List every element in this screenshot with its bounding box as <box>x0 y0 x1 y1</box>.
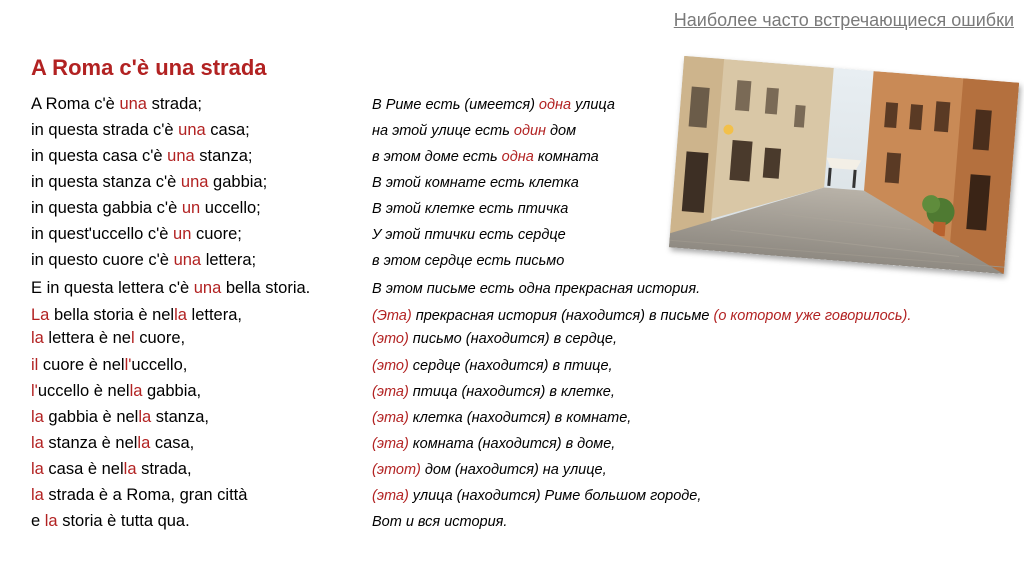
text-segment: gabbia è nel <box>43 408 139 426</box>
text-segment: strada è a Roma, gran città <box>43 486 248 504</box>
line-row <box>0 279 1024 303</box>
text-segment: in questa gabbia c'è <box>31 199 182 217</box>
article-highlight: la <box>137 434 151 452</box>
article-highlight: una <box>193 279 222 297</box>
italian-line <box>31 356 187 375</box>
text-segment: дом <box>546 123 577 139</box>
russian-line <box>372 488 701 504</box>
translation-highlight: одна <box>501 149 534 165</box>
text-segment: lettera, <box>186 306 242 324</box>
italian-line <box>31 434 194 453</box>
article-highlight: la <box>31 460 44 478</box>
russian-line <box>372 227 566 243</box>
line-row <box>0 408 1024 432</box>
article-highlight: la <box>138 408 152 426</box>
text-segment: in questa casa c'è <box>31 147 168 165</box>
street-photo <box>669 56 1019 274</box>
russian-line <box>372 97 615 113</box>
line-row <box>0 382 1024 406</box>
text-segment: В этом письме есть одна прекрасная история. <box>372 281 701 297</box>
text-segment: клетка (находится) в комнате, <box>408 410 632 426</box>
italian-line <box>31 279 310 298</box>
text-segment: casa, <box>150 434 195 452</box>
article-highlight: la <box>129 382 143 400</box>
italian-line <box>31 512 190 531</box>
text-segment: uccello, <box>131 356 188 374</box>
russian-line <box>372 384 615 400</box>
italian-line <box>31 147 252 166</box>
text-segment: bella storia. <box>221 279 311 297</box>
text-segment: Вот и вся история. <box>372 514 508 530</box>
article-highlight: il <box>31 356 39 374</box>
text-segment: lettera è ne <box>43 329 131 347</box>
italian-line <box>31 306 242 325</box>
russian-line <box>372 462 607 478</box>
line-row <box>0 512 1024 536</box>
russian-line <box>372 281 700 297</box>
italian-line <box>31 199 261 218</box>
line-row <box>0 356 1024 380</box>
article-highlight: la <box>31 486 44 504</box>
article-highlight: la <box>31 408 44 426</box>
translation-highlight: (эта) <box>372 384 409 400</box>
text-segment: В Риме есть (имеется) <box>372 97 539 113</box>
article-highlight: un <box>181 199 201 217</box>
italian-line <box>31 225 242 244</box>
text-segment: stanza, <box>151 408 209 426</box>
translation-highlight: (о котором уже говорилось). <box>713 308 912 324</box>
article-highlight: La <box>31 306 50 324</box>
translation-highlight: одна <box>538 97 572 113</box>
italian-line <box>31 95 202 114</box>
text-segment: в этом сердце есть письмо <box>372 253 565 269</box>
russian-line <box>372 175 579 191</box>
text-segment: E in questa lettera c'è <box>31 279 194 297</box>
text-segment: lettera; <box>201 251 257 269</box>
russian-line <box>372 253 564 269</box>
text-segment: В этой клетке есть птичка <box>372 201 569 217</box>
translation-highlight: (эта) <box>372 410 409 426</box>
text-segment: на этой улице есть <box>372 123 514 139</box>
article-highlight: la <box>123 460 137 478</box>
article-highlight: la <box>31 329 44 347</box>
translation-highlight: (это) <box>372 331 409 347</box>
russian-line <box>372 436 615 452</box>
russian-line <box>372 308 911 324</box>
header-link[interactable]: Наиболее часто встречающиеся ошибки <box>673 10 1014 30</box>
text-segment: uccello; <box>200 199 261 217</box>
article-highlight: l' <box>124 356 132 374</box>
article-highlight: una <box>173 251 202 269</box>
text-segment: stanza; <box>194 147 253 165</box>
russian-line <box>372 514 507 530</box>
translation-highlight: один <box>513 123 546 139</box>
line-row <box>0 306 1024 330</box>
russian-line <box>372 123 576 139</box>
russian-line <box>372 410 631 426</box>
text-segment: птица (находится) в клетке, <box>408 384 615 400</box>
line-row <box>0 329 1024 353</box>
text-segment: письмо (находится) в сердце, <box>408 331 618 347</box>
russian-line <box>372 358 613 374</box>
translation-highlight: (это) <box>372 358 409 374</box>
article-highlight: una <box>119 95 147 113</box>
article-highlight: una <box>180 173 209 191</box>
italian-line <box>31 329 185 348</box>
line-row <box>0 434 1024 458</box>
article-highlight: una <box>178 121 206 139</box>
italian-line <box>31 460 192 479</box>
line-row <box>0 460 1024 484</box>
translation-highlight: (Эта) <box>372 308 412 324</box>
text-segment: комната (находится) в доме, <box>408 436 616 452</box>
text-segment: stanza è nel <box>43 434 138 452</box>
article-highlight: l <box>130 329 135 347</box>
text-segment: сердце (находится) в птице, <box>408 358 613 374</box>
text-segment: strada, <box>136 460 192 478</box>
text-segment: улица (находится) Риме большом городе, <box>408 488 702 504</box>
text-segment: cuore; <box>191 225 242 243</box>
article-highlight: l' <box>31 382 38 400</box>
italian-line <box>31 251 256 270</box>
article-highlight: una <box>167 147 195 165</box>
text-segment: дом (находится) на улице, <box>420 462 607 478</box>
text-segment: in questa strada c'è <box>31 121 179 139</box>
text-segment: casa; <box>205 121 250 139</box>
translation-highlight: (эта) <box>372 436 409 452</box>
text-segment: bella storia è nel <box>49 306 175 324</box>
text-segment: uccello è nel <box>37 382 130 400</box>
russian-line <box>372 149 599 165</box>
text-segment: A Roma c'è <box>31 95 120 113</box>
text-segment: У этой птички есть сердце <box>372 227 566 243</box>
line-row <box>0 486 1024 510</box>
text-segment: in questa stanza c'è <box>31 173 181 191</box>
text-segment: cuore è nel <box>38 356 125 374</box>
translation-highlight: (эта) <box>372 488 409 504</box>
text-segment: в этом доме есть <box>372 149 502 165</box>
russian-line <box>372 201 568 217</box>
text-segment: in quest'uccello c'è <box>31 225 174 243</box>
translation-highlight: (этот) <box>372 462 421 478</box>
article-highlight: la <box>31 434 44 452</box>
text-segment: комната <box>533 149 599 165</box>
text-segment: gabbia; <box>208 173 268 191</box>
text-segment: in questo cuore c'è <box>31 251 174 269</box>
italian-line <box>31 382 201 401</box>
italian-line <box>31 408 209 427</box>
text-segment: улица <box>571 97 615 113</box>
italian-line <box>31 486 247 505</box>
text-segment: прекрасная история (находится) в письме <box>411 308 714 324</box>
article-highlight: la <box>44 512 58 530</box>
page-title: A Roma c'è una strada <box>31 55 267 80</box>
italian-line <box>31 173 267 192</box>
text-segment: strada; <box>146 95 203 113</box>
text-segment: В этой комнате есть клетка <box>372 175 579 191</box>
russian-line <box>372 331 617 347</box>
text-segment: storia è tutta qua. <box>57 512 190 530</box>
text-segment: casa è nel <box>43 460 124 478</box>
text-segment: cuore, <box>134 329 186 347</box>
article-highlight: la <box>174 306 187 324</box>
italian-line <box>31 121 250 140</box>
article-highlight: un <box>173 225 192 243</box>
text-segment: gabbia, <box>142 382 202 400</box>
text-segment: e <box>31 512 45 530</box>
